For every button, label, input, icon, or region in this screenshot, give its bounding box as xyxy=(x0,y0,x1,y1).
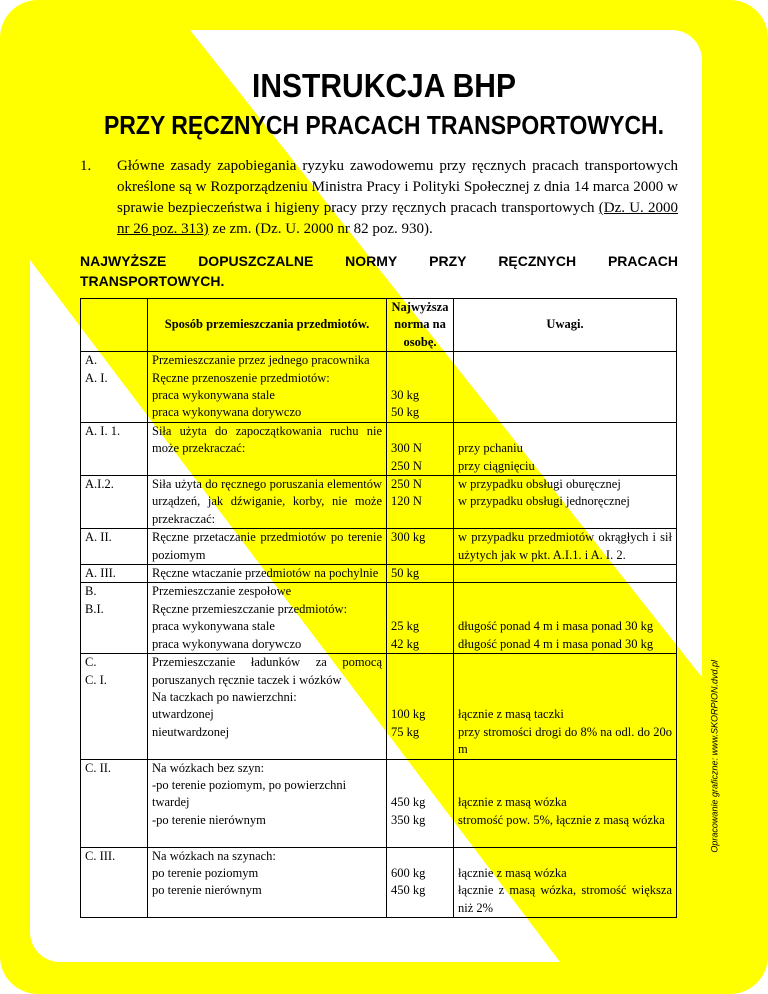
header-code xyxy=(81,299,148,352)
norms-word: DOPUSZCZALNE xyxy=(198,253,314,269)
row-text: Przemieszczanie zespołowe xyxy=(152,584,292,599)
row-note: przy pchaniu xyxy=(458,441,523,456)
table-row xyxy=(81,352,677,423)
header-notes: Uwagi. xyxy=(454,299,677,352)
row-norm: 75 kg xyxy=(391,724,420,739)
table-row xyxy=(81,529,677,565)
row-text: Przemieszczanie przez jednego pracownika xyxy=(152,353,370,368)
table-row xyxy=(81,654,677,759)
row-text: praca wykonywana dorywczo xyxy=(152,405,302,420)
row-code: A. xyxy=(85,353,98,368)
table-row xyxy=(81,565,677,583)
row-note: łącznie z masą taczki xyxy=(458,707,564,722)
norms-word: NORMY xyxy=(345,253,398,269)
row-code: C. I. xyxy=(85,672,107,687)
row-text: Siła użyta do ręcznego poruszania elementów urządzeń, jak dźwiganie, korby, nie może przekraczać: xyxy=(152,477,382,526)
row-note: łącznie z masą wózka xyxy=(458,795,567,810)
row-text: Na taczkach po nawierzchni: xyxy=(152,689,297,704)
norms-word: TRANSPORTOWYCH. xyxy=(80,273,225,289)
row-code: A. III. xyxy=(81,565,148,583)
row-text: Ręczne wtaczanie przedmiotów na pochylnie xyxy=(152,566,379,581)
intro-number: 1. xyxy=(80,158,92,174)
row-norm: 30 kg xyxy=(391,388,420,402)
row-note: długość ponad 4 m i masa ponad 30 kg xyxy=(458,636,654,651)
row-code: A. I. 1. xyxy=(81,422,148,475)
table-row xyxy=(81,847,677,918)
row-norm: 120 N xyxy=(391,494,422,509)
row-norm: 600 kg xyxy=(391,865,426,880)
row-norm: 250 N xyxy=(391,458,422,473)
row-norm: 300 N xyxy=(391,441,422,456)
row-note: przy ciągnięciu xyxy=(458,458,535,473)
row-norm: 50 kg xyxy=(391,405,420,420)
row-note: stromość pow. 5%, łącznie z masą wózka xyxy=(458,812,665,827)
row-code: A.I.2. xyxy=(81,476,148,529)
table-header-row xyxy=(81,299,677,352)
norms-word: PRZY xyxy=(429,253,467,269)
row-code: B.I. xyxy=(85,601,104,616)
row-norm: 450 kg xyxy=(391,795,426,810)
row-note: łącznie z masą wózka xyxy=(458,865,567,880)
norms-word: PRACACH xyxy=(607,253,678,269)
table-row xyxy=(81,422,677,475)
norms-table xyxy=(80,298,677,918)
intro-legal-reference: (Dz. U. 2000 nr 26 poz. 313) xyxy=(117,200,678,237)
row-norm: 250 N xyxy=(391,477,422,492)
row-note: łącznie z masą wózka, stromość większa niż 2% xyxy=(458,883,672,915)
row-note: długość ponad 4 m i masa ponad 30 kg xyxy=(458,619,654,634)
table-row xyxy=(81,583,677,654)
row-text: Ręczne przetaczanie przedmiotów po terenie poziomym xyxy=(152,530,382,562)
row-note: w przypadku obsługi oburęcznej xyxy=(458,477,621,492)
norms-heading xyxy=(80,251,678,291)
intro-paragraph xyxy=(80,156,678,240)
row-text: -po terenie poziomym, po powierzchni twardej xyxy=(152,777,347,810)
row-note: przy stromości drogi do 8% na odl. do 20o m xyxy=(458,724,672,757)
row-code: C. II. xyxy=(81,759,148,847)
row-norm: 50 kg xyxy=(387,565,454,583)
row-norm: 350 kg xyxy=(391,812,426,827)
header-norm: Najwyższa norma na osobę. xyxy=(387,299,454,352)
page-subtitle: PRZY RĘCZNYCH PRACACH TRANSPORTOWYCH. xyxy=(103,110,665,140)
row-text: praca wykonywana stale xyxy=(152,388,275,403)
row-norm: 300 kg xyxy=(387,529,454,565)
header-method: Sposób przemieszczania przedmiotów. xyxy=(148,299,387,352)
row-norm: 25 kg xyxy=(391,619,420,634)
row-text: Na wózkach bez szyn: xyxy=(152,760,265,775)
row-code: C. III. xyxy=(81,847,148,918)
intro-text: Główne zasady zapobiegania ryzyku zawodowemu przy ręcznych pracach transportowych określone są w Rozporządzeniu Ministra Pracy i Polityki Społecznej z dnia 14 marca 2000 w sprawie bezpieczeństwa i higieny pracy przy ręcznych pracach transportowych xyxy=(117,158,678,216)
row-note: w przypadku przedmiotów okrągłych i sił użytych jak w pkt. A.I.1. i A. I. 2. xyxy=(458,530,672,562)
row-text: Przemieszczanie ładunków za pomocą poruszanych ręcznie taczek i wózków xyxy=(152,655,382,687)
row-text: utwardzonej xyxy=(152,707,214,722)
table-row xyxy=(81,759,677,847)
row-norm: 100 kg xyxy=(391,707,426,722)
row-text: praca wykonywana stale xyxy=(152,619,275,634)
row-code: A. I. xyxy=(85,370,108,385)
row-text: Na wózkach na szynach: xyxy=(152,848,276,863)
row-text: po terenie poziomym xyxy=(152,865,259,880)
row-text: nieutwardzonej xyxy=(152,724,230,739)
side-credit: Opracowanie graficzne: www.SKORPION.dvd.pl xyxy=(710,660,720,853)
row-text: Siła użyta do zapoczątkowania ruchu nie może przekraczać: xyxy=(152,423,382,456)
row-code: B. xyxy=(85,584,97,599)
row-text: Ręczne przenoszenie przedmiotów: xyxy=(152,370,330,385)
norms-word: NAJWYŻSZE xyxy=(80,253,167,269)
row-norm: 450 kg xyxy=(391,883,426,898)
page-title: INSTRUKCJA BHP xyxy=(252,67,516,105)
row-note: w przypadku obsługi jednoręcznej xyxy=(458,494,630,509)
row-code: A. II. xyxy=(81,529,148,565)
row-norm: 42 kg xyxy=(391,636,420,651)
row-text: -po terenie nierównym xyxy=(152,812,266,827)
norms-word: RĘCZNYCH xyxy=(498,253,577,269)
row-text: Ręczne przemieszczanie przedmiotów: xyxy=(152,601,348,616)
table-row xyxy=(81,476,677,529)
row-text: praca wykonywana dorywczo xyxy=(152,636,302,651)
row-text: po terenie nierównym xyxy=(152,883,262,898)
row-code: C. xyxy=(85,655,97,670)
intro-text-end: ze zm. (Dz. U. 2000 nr 82 poz. 930). xyxy=(208,221,433,237)
